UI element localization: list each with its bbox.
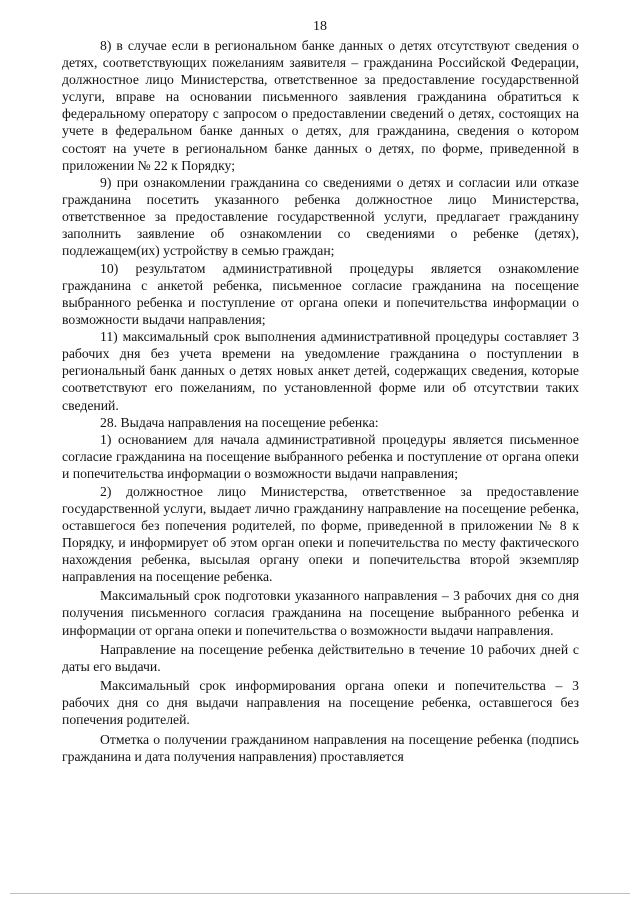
paragraph-max-informing-time: Максимальный срок информирования органа опеки и попечительства – 3 рабочих дня со дня выдачи направления на посещение ребенка, оставшегося без попечения родителей. (62, 678, 579, 728)
paragraph-item-8: 8) в случае если в региональном банке данных о детях отсутствуют сведения о детях, соответствующих пожеланиям заявителя – гражданина Российской Федерации, должностное лицо Министерства, ответственное за предоставление государственной услуги, вправе на основании письменного заявления гражданина обратиться к федеральному оператору с запросом о предоставлении сведений о детях, состоящих на учете в федеральном банке данных о детях, для гражданина, сведения о котором состоят на учете в региональном банке данных о детях, по форме, приведенной в приложении № 22 к Порядку; (62, 38, 579, 173)
paragraph-receipt-mark: Отметка о получении гражданином направления на посещение ребенка (подпись гражданина и дата получения направления) проставляется (62, 731, 579, 764)
page-number: 18 (313, 19, 327, 34)
section-heading-28: 28. Выдача направления на посещение ребенка: (100, 414, 379, 430)
paragraph-subitem-2: 2) должностное лицо Министерства, ответственное за предоставление государственной услуги, выдает лично гражданину направление на посещение ребенка, оставшегося без попечения родителей, по форме, приведенной в приложении № 8 к Порядку, и информирует об этом орган опеки и попечительства по месту фактического нахождения ребенка, высылая органу опеки и попечительства второй экземпляр направления на посещение ребенка. (62, 483, 579, 585)
paragraph-validity-period: Направление на посещение ребенка действительно в течение 10 рабочих дней с даты его выдачи. (62, 641, 579, 674)
paragraph-item-10: 10) результатом административной процедуры является ознакомление гражданина с анкетой ребенка, письменное согласие гражданина на посещение выбранного ребенка и поступление от органа опеки и попечительства информации о возможности выдачи направления; (62, 260, 579, 327)
document-body (62, 37, 579, 765)
paragraph-subitem-1: 1) основанием для начала административной процедуры является письменное согласие гражданина на посещение выбранного ребенка и поступление от органа опеки и попечительства информации о возможности выдачи направления; (62, 432, 579, 482)
scan-bottom-edge (10, 893, 630, 894)
paragraph-max-preparation-time: Максимальный срок подготовки указанного направления – 3 рабочих дня со дня получения письменного согласия гражданина на посещение выбранного ребенка и информации от органа опеки и попечительства о возможности выдачи направления. (62, 588, 579, 638)
paragraph-item-9: 9) при ознакомлении гражданина со сведениями о детях и согласии или отказе гражданина посетить указанного ребенка должностное лицо Министерства, ответственное за предоставление государственной услуги, предлагает гражданину заполнить заявление об ознакомлении со сведениями о ребенке (детях), подлежащем(их) устройству в семью граждан; (62, 174, 579, 259)
paragraph-item-11: 11) максимальный срок выполнения административной процедуры составляет 3 рабочих дня без учета времени на уведомление гражданина о поступлении в региональный банк данных о детях новых анкет детей, содержащих сведения, которые соответствуют его пожеланиям, по установленной форме или об отсутствии таких сведений. (62, 329, 579, 413)
